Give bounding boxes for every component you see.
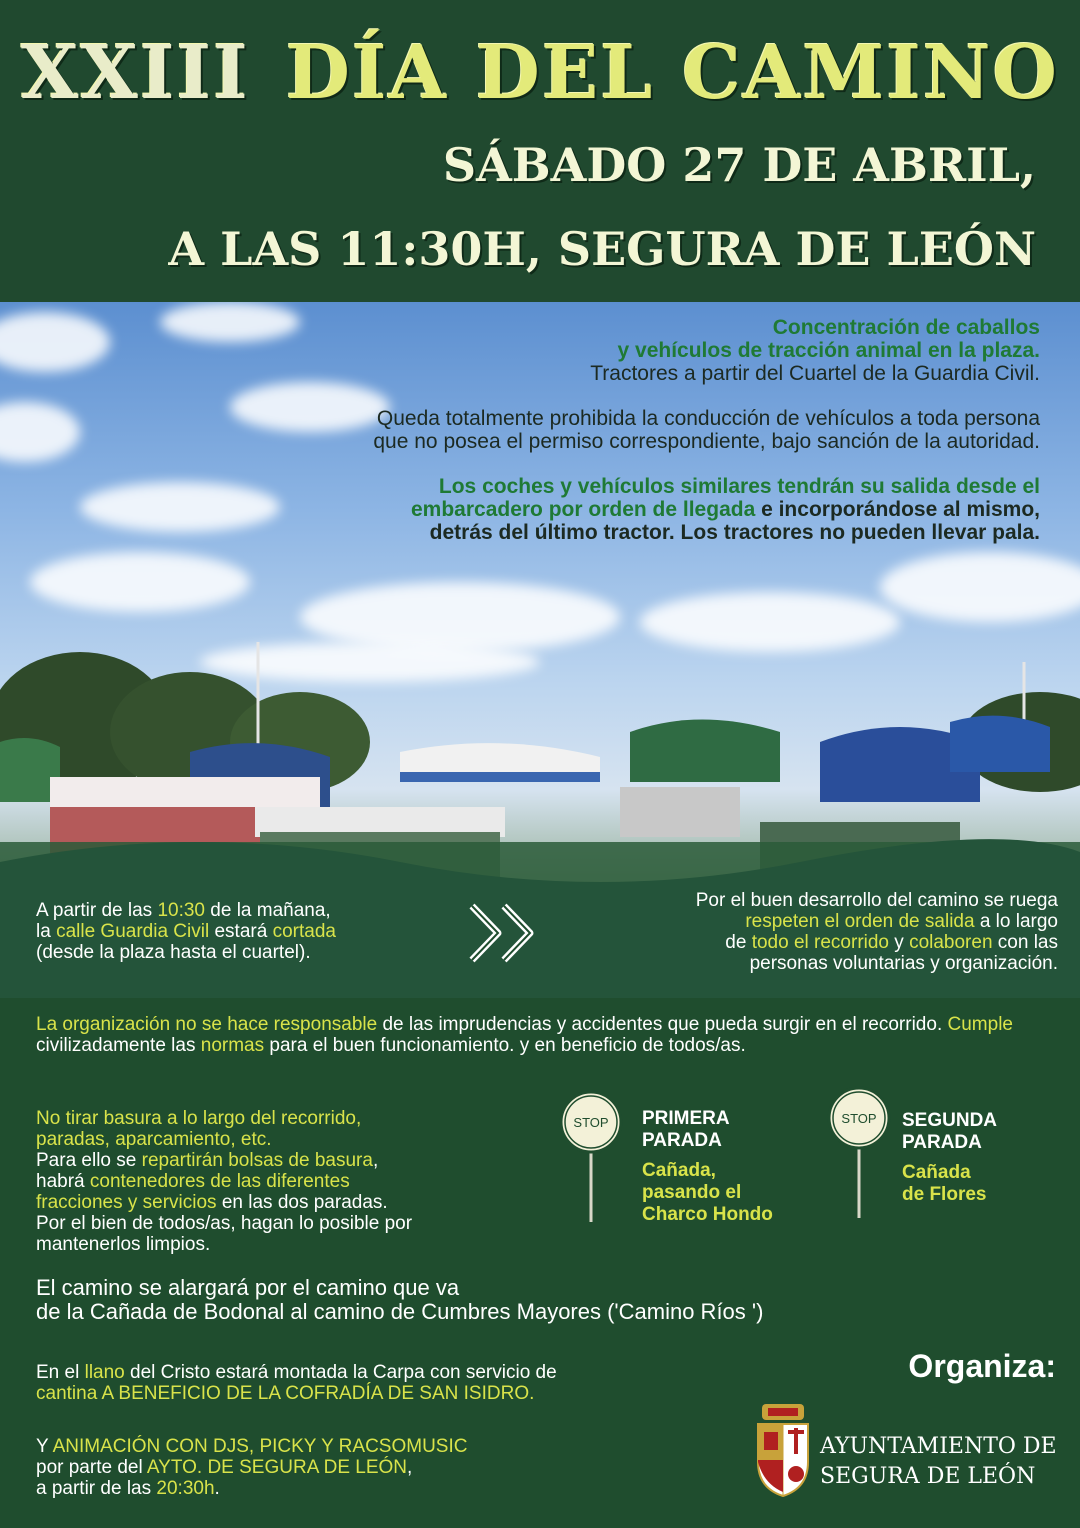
- street-closure-note: [36, 900, 456, 963]
- info-cars-2b: e incorporándose al mismo,: [755, 498, 1040, 521]
- tent-note: [36, 1362, 776, 1404]
- note-text: y: [889, 932, 910, 953]
- route-line: El camino se alargará por el camino que va: [36, 1275, 460, 1300]
- note-highlight: No tirar basura a lo largo del recorrido,: [36, 1108, 362, 1129]
- note-text: estará: [209, 921, 273, 942]
- note-text: de la mañana,: [205, 900, 331, 921]
- info-cars-1: Los coches y vehículos similares tendrán su salida desde el: [438, 475, 1040, 498]
- event-time-place: A LAS 11:30H, SEGURA DE LEÓN: [168, 222, 1036, 276]
- note-text: con las: [992, 932, 1058, 953]
- note-text: de las imprudencias y accidentes que pueda surgir en el recorrido.: [377, 1014, 948, 1035]
- note-text: del Cristo estará montada la Carpa con servicio de: [124, 1362, 557, 1383]
- first-stop: [642, 1108, 773, 1226]
- stop-sign-icon: [824, 1086, 894, 1226]
- stop-title: PARADA: [642, 1130, 722, 1151]
- header: [0, 0, 1080, 302]
- note-text: civilizadamente las: [36, 1035, 201, 1056]
- organizer-line: AYUNTAMIENTO DE: [820, 1434, 1057, 1459]
- note-highlight: fracciones y servicios: [36, 1192, 217, 1213]
- poster-title: [0, 30, 1080, 116]
- info-cars-3: detrás del último tractor. Los tractores no pueden llevar pala.: [429, 521, 1040, 544]
- note-highlight: todo el recorrido: [751, 932, 889, 953]
- info-horses: Concentración de caballos: [772, 316, 1040, 339]
- coat-of-arms-icon: [752, 1402, 814, 1498]
- info-prohibition-1: Queda totalmente prohibida la conducción de vehículos a toda persona: [376, 407, 1040, 430]
- note-highlight: Cumple: [947, 1014, 1013, 1035]
- entertainment-note: [36, 1436, 676, 1499]
- double-chevron-icon: [462, 898, 546, 968]
- note-highlight: paradas, aparcamiento, etc.: [36, 1129, 272, 1150]
- event-date: SÁBADO 27 DE ABRIL,: [442, 138, 1036, 192]
- responsibility-note: [36, 1014, 1046, 1056]
- info-animal-vehicles: y vehículos de tracción animal en la plaza.: [617, 339, 1040, 362]
- note-highlight: respeten el orden de salida: [745, 911, 975, 932]
- note-text: Por el bien de todos/as, hagan lo posible por: [36, 1213, 413, 1234]
- trash-note: [36, 1108, 556, 1255]
- closed-word: cortada: [272, 921, 336, 942]
- route-line: de la Cañada de Bodonal al camino de Cumbres Mayores ('Camino Ríos '): [36, 1299, 764, 1324]
- closed-street: calle Guardia Civil: [56, 921, 210, 942]
- title-text: DÍA DEL CAMINO: [285, 30, 1059, 116]
- note-text: en las dos paradas.: [216, 1192, 388, 1213]
- note-text: Por el buen desarrollo del camino se ruega: [695, 890, 1058, 911]
- note-highlight: normas: [200, 1035, 265, 1056]
- note-text: por parte del: [36, 1457, 147, 1478]
- note-highlight: 20:30h: [156, 1478, 215, 1499]
- stop-title: SEGUNDA: [902, 1110, 998, 1131]
- organizer-name: [820, 1432, 1070, 1492]
- cooperation-note: [560, 890, 1058, 974]
- event-photo: [0, 302, 1080, 998]
- note-text: ,: [372, 1150, 379, 1171]
- note-text: la: [36, 921, 57, 942]
- note-text: a lo largo: [974, 911, 1058, 932]
- note-text: de: [725, 932, 752, 953]
- note-highlight: AYTO. DE SEGURA DE LEÓN: [146, 1457, 408, 1478]
- stop-sign-icon: [556, 1090, 626, 1230]
- title-number: XXIII: [21, 30, 250, 116]
- note-highlight: ANIMACIÓN CON DJS, PICKY Y RACSOMUSIC: [52, 1436, 468, 1457]
- note-text: habrá: [36, 1171, 90, 1192]
- info-block: [40, 316, 1040, 566]
- second-stop: [902, 1110, 997, 1206]
- stop-title: PRIMERA: [642, 1108, 730, 1129]
- stop-sign-label: STOP: [841, 1111, 877, 1126]
- stop-place: pasando el: [642, 1182, 742, 1203]
- note-text: Para ello se: [36, 1150, 142, 1171]
- note-text: a partir de las: [36, 1478, 157, 1499]
- closure-time: 10:30: [157, 900, 205, 921]
- info-tractors: Tractores a partir del Cuartel de la Guardia Civil.: [590, 362, 1040, 385]
- lower-section: [0, 998, 1080, 1528]
- note-text: Y: [36, 1436, 53, 1457]
- note-highlight: llano: [84, 1362, 125, 1383]
- note-text: (desde la plaza hasta el cuartel).: [36, 942, 311, 963]
- note-highlight: cantina A BENEFICIO DE LA COFRADÍA DE SAN ISIDRO.: [36, 1383, 535, 1404]
- note-highlight: contenedores de las diferentes: [89, 1171, 350, 1192]
- stop-place: Cañada,: [642, 1160, 716, 1181]
- note-text: .: [214, 1478, 220, 1499]
- note-highlight: repartirán bolsas de basura: [141, 1150, 373, 1171]
- note-highlight: colaboren: [909, 932, 993, 953]
- note-text: ,: [407, 1457, 413, 1478]
- note-text: para el buen funcionamiento. y en beneficio de todos/as.: [264, 1035, 746, 1056]
- stop-place: de Flores: [902, 1184, 987, 1205]
- note-text: En el: [36, 1362, 85, 1383]
- note-text: A partir de las: [36, 900, 158, 921]
- route-note: [36, 1276, 1046, 1324]
- note-highlight: La organización no se hace responsable: [36, 1014, 378, 1035]
- note-text: mantenerlos limpios.: [36, 1234, 211, 1255]
- organizer-line: SEGURA DE LEÓN: [820, 1464, 1036, 1489]
- stop-sign-label: STOP: [573, 1115, 609, 1130]
- stop-title: PARADA: [902, 1132, 982, 1153]
- organizer-label: Organiza:: [908, 1348, 1056, 1384]
- info-prohibition-2: que no posea el permiso correspondiente, bajo sanción de la autoridad.: [373, 430, 1040, 453]
- note-text: personas voluntarias y organización.: [749, 953, 1058, 974]
- stop-place: Charco Hondo: [642, 1204, 773, 1225]
- stop-place: Cañada: [902, 1162, 971, 1183]
- info-cars-2a: embarcadero por orden de llegada: [410, 498, 756, 521]
